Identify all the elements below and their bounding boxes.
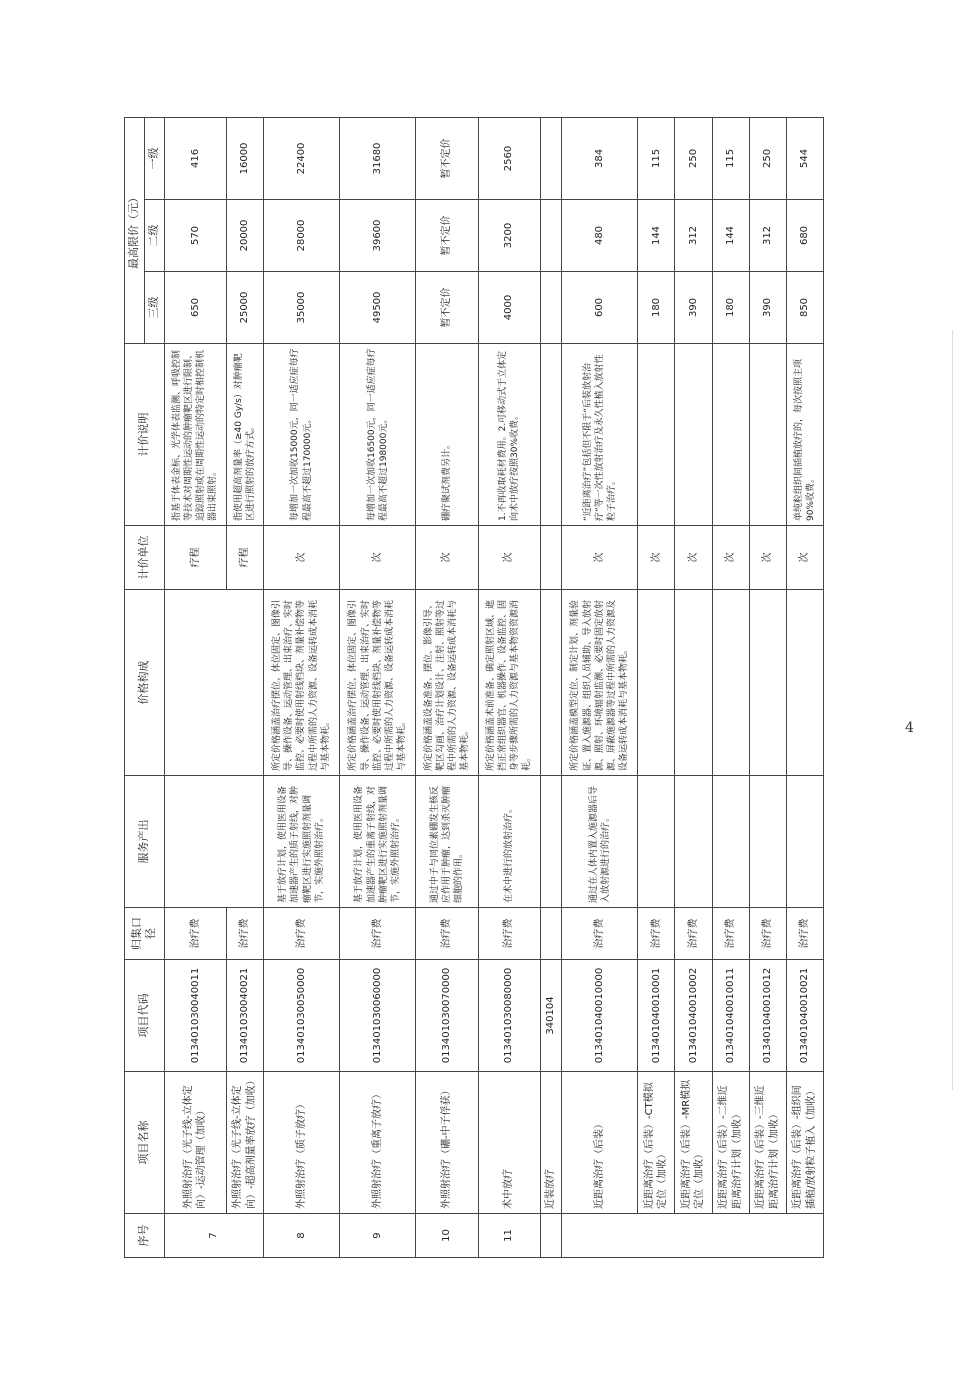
table-row	[712, 117, 749, 1257]
header-unit: 计价单位	[125, 526, 165, 590]
cell-price-level2: 20000	[226, 200, 263, 272]
cell-unit: 疗程	[226, 526, 263, 590]
cell-composition	[712, 590, 749, 776]
cell-price-level1: 544	[786, 117, 823, 199]
table-row	[263, 117, 339, 1257]
header-seq: 序号	[125, 1214, 165, 1258]
cell-price-level3: 4000	[478, 272, 540, 344]
cell-price-level1: 暂不定价	[416, 117, 478, 199]
cell-price-level2	[540, 200, 561, 272]
cell-category: 治疗费	[226, 908, 263, 960]
cell-category: 治疗费	[340, 908, 416, 960]
cell-name: 近距离治疗（后装）-CT模拟定位（加收）	[638, 1072, 675, 1214]
cell-price-level1: 115	[638, 117, 675, 199]
header-row	[125, 117, 145, 1257]
header-output: 服务产出	[125, 776, 165, 908]
cell-price-level2: 570	[164, 200, 226, 272]
cell-code: 340104	[540, 960, 561, 1072]
table-row	[638, 117, 675, 1257]
header-code: 项目代码	[125, 960, 165, 1072]
table-row	[675, 117, 712, 1257]
cell-unit: 次	[749, 526, 786, 590]
cell-price-level1: 416	[164, 117, 226, 199]
cell-unit: 次	[263, 526, 339, 590]
cell-note: 单纯粒组织间插植放疗的，每次按照主项90%收费。	[786, 344, 823, 526]
cell-price-level2: 3200	[478, 200, 540, 272]
cell-seq: 9	[340, 1214, 416, 1258]
cell-composition: 所定价格涵盖术前准备、确定照射区域、遮挡正常组织器官、机器操作、设备监控、固身等步骤所需的人力资源与基本物资资源消耗。	[478, 590, 540, 776]
cell-code: 013401030080000	[478, 960, 540, 1072]
header-note: 计价说明	[125, 344, 165, 526]
cell-name: 近距离治疗（后装）-二维近距离治疗计划（加收）	[712, 1072, 749, 1214]
cell-price-level2: 144	[712, 200, 749, 272]
cell-unit: 次	[712, 526, 749, 590]
cell-code: 013401040010001	[638, 960, 675, 1072]
cell-output: 基于放疗计划，使用医用设备加速器产生的质子射线，对肿瘤靶区进行实施照射剂量调节，实施外照射治疗。	[263, 776, 339, 908]
cell-composition	[164, 590, 263, 776]
header-category: 归集口径	[125, 908, 165, 960]
cell-price-level2: 39600	[340, 200, 416, 272]
cell-price-level1: 22400	[263, 117, 339, 199]
cell-category: 治疗费	[164, 908, 226, 960]
page-number: 4	[905, 720, 914, 736]
cell-output	[540, 776, 561, 908]
cell-price-level3: 35000	[263, 272, 339, 344]
cell-price-level3	[540, 272, 561, 344]
cell-unit: 次	[638, 526, 675, 590]
cell-price-level3: 49500	[340, 272, 416, 344]
cell-output: 基于放疗计划，使用医用设备加速器产生的重离子射线，对肿瘤靶区进行实施照射剂量调节，实施外照射治疗。	[340, 776, 416, 908]
cell-price-level1: 250	[675, 117, 712, 199]
cell-seq: 10	[416, 1214, 478, 1258]
cell-unit: 疗程	[164, 526, 226, 590]
table-row	[416, 117, 478, 1257]
cell-composition	[638, 590, 675, 776]
cell-price-level2: 28000	[263, 200, 339, 272]
cell-name: 外照射治疗（质子放疗）	[263, 1072, 339, 1214]
cell-unit: 次	[416, 526, 478, 590]
cell-output	[638, 776, 675, 908]
cell-unit: 次	[675, 526, 712, 590]
cell-code: 013401040010012	[749, 960, 786, 1072]
cell-price-level1: 250	[749, 117, 786, 199]
cell-output: 通过中子与同位素硼发生核反应作用于肿瘤，达到杀灭肿瘤细胞的作用。	[416, 776, 478, 908]
table-row	[340, 117, 416, 1257]
cell-note: 指使用超高剂量率（≥40 Gy/s）对肿瘤靶区进行照射的放疗方式。	[226, 344, 263, 526]
cell-category	[540, 908, 561, 960]
cell-price-level3: 850	[786, 272, 823, 344]
price-table-sheet	[124, 118, 824, 1258]
cell-price-level3: 390	[749, 272, 786, 344]
cell-name: 近距离治疗（后装）-三维近距离治疗计划（加收）	[749, 1072, 786, 1214]
cell-price-level3: 25000	[226, 272, 263, 344]
cell-category: 治疗费	[675, 908, 712, 960]
cell-price-level1	[540, 117, 561, 199]
cell-code: 013401040010002	[675, 960, 712, 1072]
page-edge-line	[952, 330, 953, 1090]
cell-price-level1: 2560	[478, 117, 540, 199]
cell-code: 013401030040011	[164, 960, 226, 1072]
cell-unit: 次	[562, 526, 638, 590]
cell-note	[712, 344, 749, 526]
cell-output: 通过在人体内置入施源器后导入放射源进行的治疗。	[562, 776, 638, 908]
cell-price-level3: 390	[675, 272, 712, 344]
cell-seq: 11	[478, 1214, 540, 1258]
cell-unit	[540, 526, 561, 590]
cell-seq: 7	[164, 1214, 263, 1258]
cell-seq	[540, 1214, 561, 1258]
header-name: 项目名称	[125, 1072, 165, 1214]
cell-output	[164, 776, 263, 908]
cell-note: 每增加一次加收16500元，同一适应症每疗程最高不超过198000元。	[340, 344, 416, 526]
cell-category: 治疗费	[263, 908, 339, 960]
cell-name: 外照射治疗（光子线-立体定向）-运动管理（加收）	[164, 1072, 226, 1214]
cell-name: 术中放疗	[478, 1072, 540, 1214]
cell-composition: 所定价格涵盖治疗摆位、体位固定、图像引导、操作设备、运动管理、出束治疗、实时监控、必要时使用射线档块、剂量补偿物等过程中所需的人力资源、设备运转成本消耗与基本物耗。	[263, 590, 339, 776]
cell-composition	[749, 590, 786, 776]
price-table	[124, 117, 824, 1258]
cell-code: 013401030040021	[226, 960, 263, 1072]
cell-composition	[675, 590, 712, 776]
table-row	[786, 117, 823, 1257]
cell-price-level2: 312	[675, 200, 712, 272]
cell-note: 指基于体表金标、光学体表监测、呼吸控制等技术对周期性运动的肿瘤靶区进行限制、追踪照射或在周期性运动的特定时相控制机器出束照射。	[164, 344, 226, 526]
cell-category: 治疗费	[749, 908, 786, 960]
cell-output: 在术中进行的放射治疗。	[478, 776, 540, 908]
cell-seq	[562, 1214, 824, 1258]
cell-unit: 次	[478, 526, 540, 590]
cell-price-level2: 312	[749, 200, 786, 272]
cell-note	[749, 344, 786, 526]
table-row	[478, 117, 540, 1257]
cell-unit: 次	[340, 526, 416, 590]
table-row	[562, 117, 638, 1257]
cell-code: 013401030060000	[340, 960, 416, 1072]
cell-output	[712, 776, 749, 908]
cell-category: 治疗费	[638, 908, 675, 960]
cell-price-level1: 16000	[226, 117, 263, 199]
cell-composition: 所定价格涵盖模型定位、制定计划、剂量验证、置入施源器、组织人员辅助、导入放射源、照射、环境辐射监测、必要时固定放射源、屏蔽施源器等过程中所需的人力资源及设备运转成本消耗与基本物耗。	[562, 590, 638, 776]
cell-category: 治疗费	[416, 908, 478, 960]
header-max-price: 最高限价（元）	[125, 117, 145, 343]
header-level3: 三级	[144, 272, 164, 344]
cell-category: 治疗费	[562, 908, 638, 960]
table-body	[164, 117, 823, 1257]
cell-name: 近装放疗	[540, 1072, 561, 1214]
header-level2: 二级	[144, 200, 164, 272]
cell-price-level1: 384	[562, 117, 638, 199]
table-row	[749, 117, 786, 1257]
cell-composition: 所定价格涵盖设备准备、摆位、影像引导、靶区勾画、治疗计划设计、注射、照射等过程中所需的人力资源、设备运转成本消耗与基本物耗。	[416, 590, 478, 776]
cell-name: 近距离治疗（后装）	[562, 1072, 638, 1214]
cell-note: 每增加一次加收15000元，同一适应症每疗程最高不超过170000元。	[263, 344, 339, 526]
cell-code: 013401030070000	[416, 960, 478, 1072]
cell-composition	[540, 590, 561, 776]
cell-name: 外照射治疗（重离子放疗）	[340, 1072, 416, 1214]
cell-price-level2: 144	[638, 200, 675, 272]
cell-note	[638, 344, 675, 526]
cell-name: 外照射治疗（光子线-立体定向）-超高剂量率放疗（加收）	[226, 1072, 263, 1214]
cell-name: 外照射治疗（硼-中子俘获）	[416, 1072, 478, 1214]
cell-note: 1.不再收取耗材费用。2.可移动式于立体定向术中放疗按照30%收费。	[478, 344, 540, 526]
cell-note: 硼疗聚试剂费另计。	[416, 344, 478, 526]
cell-name: 近距离治疗（后装）-MR模拟定位（加收）	[675, 1072, 712, 1214]
cell-seq: 8	[263, 1214, 339, 1258]
table-row	[164, 117, 226, 1257]
cell-code: 013401030050000	[263, 960, 339, 1072]
cell-note: “近距离治疗”包括但不限于“后装放射治疗”等一次性放射治疗及永久性植入放射性粒子治疗。	[562, 344, 638, 526]
header-level1: 一级	[144, 117, 164, 199]
cell-price-level3: 600	[562, 272, 638, 344]
cell-name: 近距离治疗（后装）-组织间插植/放射粒子植入（加收）	[786, 1072, 823, 1214]
cell-price-level3: 650	[164, 272, 226, 344]
cell-price-level2: 480	[562, 200, 638, 272]
cell-code: 013401040010000	[562, 960, 638, 1072]
cell-code: 013401040010011	[712, 960, 749, 1072]
cell-unit: 次	[786, 526, 823, 590]
cell-price-level2: 680	[786, 200, 823, 272]
cell-category: 治疗费	[786, 908, 823, 960]
cell-price-level1: 115	[712, 117, 749, 199]
cell-price-level3: 180	[638, 272, 675, 344]
cell-category: 治疗费	[478, 908, 540, 960]
cell-price-level3: 暂不定价	[416, 272, 478, 344]
table-row	[540, 117, 561, 1257]
cell-price-level1: 31680	[340, 117, 416, 199]
header-composition: 价格构成	[125, 590, 165, 776]
cell-composition: 所定价格涵盖治疗摆位、体位固定、图像引导、操作设备、运动管理、出束治疗、实时监控、必要时使用射线档块、剂量补偿物等过程中所需的人力资源、设备运转成本消耗与基本物耗。	[340, 590, 416, 776]
cell-composition	[786, 590, 823, 776]
cell-price-level2: 暂不定价	[416, 200, 478, 272]
cell-note	[540, 344, 561, 526]
cell-output	[749, 776, 786, 908]
cell-note	[675, 344, 712, 526]
cell-price-level3: 180	[712, 272, 749, 344]
cell-category: 治疗费	[712, 908, 749, 960]
cell-code: 013401040010021	[786, 960, 823, 1072]
cell-output	[786, 776, 823, 908]
cell-output	[675, 776, 712, 908]
